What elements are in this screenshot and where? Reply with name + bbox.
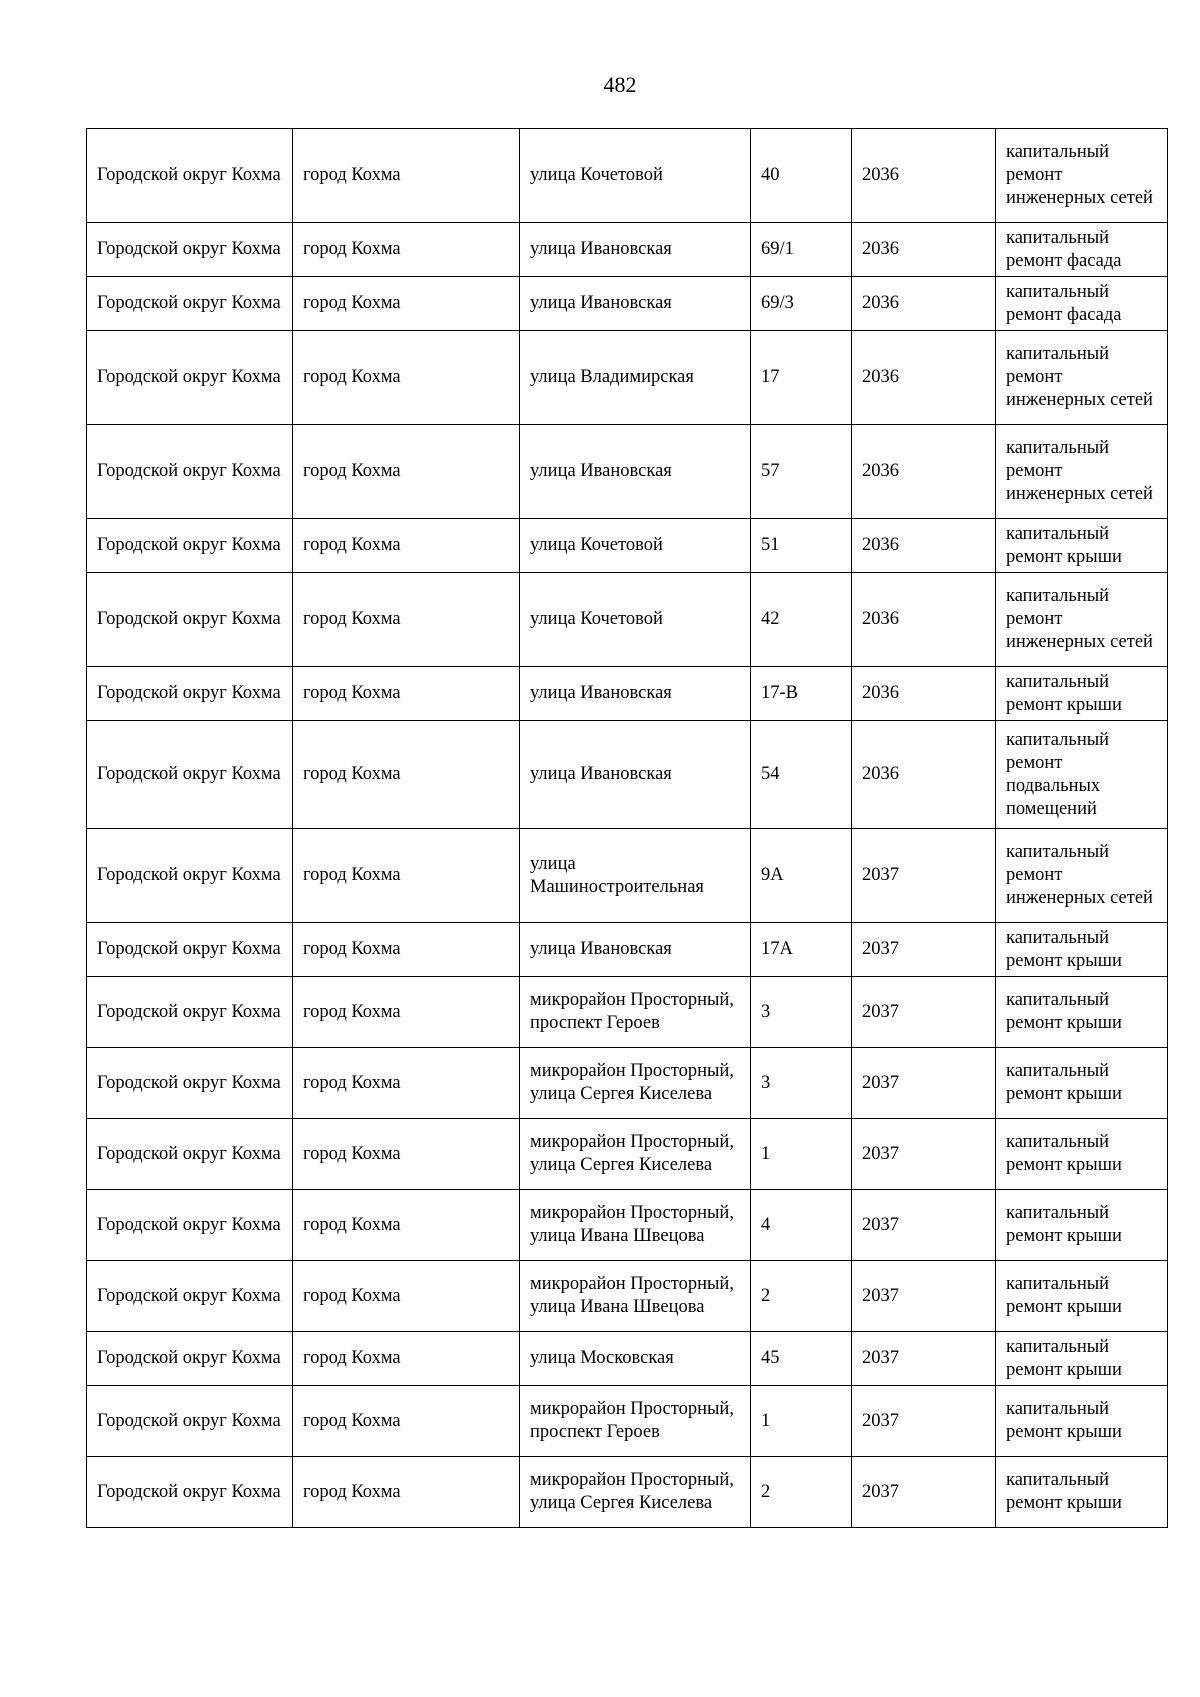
house-number-cell: 2 bbox=[751, 1261, 852, 1332]
table-row bbox=[87, 129, 1168, 223]
house-number-cell: 3 bbox=[751, 1048, 852, 1119]
district-cell: Городской округ Кохма bbox=[87, 1457, 293, 1528]
city-cell: город Кохма bbox=[293, 425, 520, 519]
street-cell: улица Владимирская bbox=[520, 331, 751, 425]
city-cell: город Кохма bbox=[293, 1048, 520, 1119]
table-row bbox=[87, 1190, 1168, 1261]
work-type-cell: капитальный ремонт крыши bbox=[996, 667, 1168, 721]
city-cell: город Кохма bbox=[293, 1119, 520, 1190]
table-row bbox=[87, 277, 1168, 331]
work-type-cell: капитальный ремонт инженерных сетей bbox=[996, 425, 1168, 519]
house-number-cell: 69/3 bbox=[751, 277, 852, 331]
year-cell: 2037 bbox=[852, 829, 996, 923]
district-cell: Городской округ Кохма bbox=[87, 129, 293, 223]
city-cell: город Кохма bbox=[293, 1457, 520, 1528]
street-cell: улица Ивановская bbox=[520, 277, 751, 331]
year-cell: 2036 bbox=[852, 277, 996, 331]
city-cell: город Кохма bbox=[293, 1332, 520, 1386]
district-cell: Городской округ Кохма bbox=[87, 1332, 293, 1386]
year-cell: 2036 bbox=[852, 573, 996, 667]
year-cell: 2037 bbox=[852, 923, 996, 977]
year-cell: 2037 bbox=[852, 1190, 996, 1261]
house-number-cell: 9А bbox=[751, 829, 852, 923]
city-cell: город Кохма bbox=[293, 277, 520, 331]
house-number-cell: 69/1 bbox=[751, 223, 852, 277]
house-number-cell: 1 bbox=[751, 1386, 852, 1457]
street-cell: улица Ивановская bbox=[520, 923, 751, 977]
house-number-cell: 54 bbox=[751, 721, 852, 829]
district-cell: Городской округ Кохма bbox=[87, 1119, 293, 1190]
year-cell: 2036 bbox=[852, 331, 996, 425]
house-number-cell: 17 bbox=[751, 331, 852, 425]
district-cell: Городской округ Кохма bbox=[87, 667, 293, 721]
house-number-cell: 57 bbox=[751, 425, 852, 519]
street-cell: микрорайон Просторный, улица Сергея Киселева bbox=[520, 1048, 751, 1119]
city-cell: город Кохма bbox=[293, 223, 520, 277]
city-cell: город Кохма bbox=[293, 667, 520, 721]
district-cell: Городской округ Кохма bbox=[87, 331, 293, 425]
table-row bbox=[87, 425, 1168, 519]
street-cell: улица Ивановская bbox=[520, 721, 751, 829]
city-cell: город Кохма bbox=[293, 519, 520, 573]
district-cell: Городской округ Кохма bbox=[87, 519, 293, 573]
table-row bbox=[87, 1261, 1168, 1332]
house-number-cell: 2 bbox=[751, 1457, 852, 1528]
year-cell: 2036 bbox=[852, 425, 996, 519]
year-cell: 2036 bbox=[852, 721, 996, 829]
table-row bbox=[87, 331, 1168, 425]
district-cell: Городской округ Кохма bbox=[87, 223, 293, 277]
house-number-cell: 42 bbox=[751, 573, 852, 667]
work-type-cell: капитальный ремонт крыши bbox=[996, 1119, 1168, 1190]
table-row bbox=[87, 1332, 1168, 1386]
page-number: 482 bbox=[603, 72, 637, 97]
street-cell: улица Ивановская bbox=[520, 425, 751, 519]
house-number-cell: 45 bbox=[751, 1332, 852, 1386]
street-cell: улица Ивановская bbox=[520, 223, 751, 277]
district-cell: Городской округ Кохма bbox=[87, 425, 293, 519]
street-cell: улица Кочетовой bbox=[520, 573, 751, 667]
district-cell: Городской округ Кохма bbox=[87, 721, 293, 829]
work-type-cell: капитальный ремонт крыши bbox=[996, 1386, 1168, 1457]
table-row bbox=[87, 573, 1168, 667]
table-row bbox=[87, 667, 1168, 721]
year-cell: 2036 bbox=[852, 519, 996, 573]
city-cell: город Кохма bbox=[293, 977, 520, 1048]
table-row bbox=[87, 223, 1168, 277]
house-number-cell: 3 bbox=[751, 977, 852, 1048]
table-row bbox=[87, 1386, 1168, 1457]
work-type-cell: капитальный ремонт инженерных сетей bbox=[996, 129, 1168, 223]
city-cell: город Кохма bbox=[293, 573, 520, 667]
year-cell: 2037 bbox=[852, 1119, 996, 1190]
work-type-cell: капитальный ремонт крыши bbox=[996, 519, 1168, 573]
street-cell: улица Московская bbox=[520, 1332, 751, 1386]
table-body bbox=[87, 129, 1168, 1528]
district-cell: Городской округ Кохма bbox=[87, 923, 293, 977]
house-number-cell: 51 bbox=[751, 519, 852, 573]
year-cell: 2037 bbox=[852, 1048, 996, 1119]
work-type-cell: капитальный ремонт крыши bbox=[996, 1261, 1168, 1332]
street-cell: микрорайон Просторный, проспект Героев bbox=[520, 1386, 751, 1457]
table-row bbox=[87, 923, 1168, 977]
work-type-cell: капитальный ремонт крыши bbox=[996, 977, 1168, 1048]
table-row bbox=[87, 977, 1168, 1048]
housing-repair-table bbox=[86, 128, 1168, 1528]
year-cell: 2037 bbox=[852, 1332, 996, 1386]
street-cell: микрорайон Просторный, улица Ивана Швецова bbox=[520, 1261, 751, 1332]
work-type-cell: капитальный ремонт крыши bbox=[996, 1048, 1168, 1119]
house-number-cell: 1 bbox=[751, 1119, 852, 1190]
table-row bbox=[87, 1119, 1168, 1190]
work-type-cell: капитальный ремонт инженерных сетей bbox=[996, 331, 1168, 425]
house-number-cell: 4 bbox=[751, 1190, 852, 1261]
table-row bbox=[87, 829, 1168, 923]
work-type-cell: капитальный ремонт крыши bbox=[996, 1457, 1168, 1528]
district-cell: Городской округ Кохма bbox=[87, 1386, 293, 1457]
city-cell: город Кохма bbox=[293, 1190, 520, 1261]
district-cell: Городской округ Кохма bbox=[87, 277, 293, 331]
street-cell: микрорайон Просторный, проспект Героев bbox=[520, 977, 751, 1048]
city-cell: город Кохма bbox=[293, 923, 520, 977]
table-row bbox=[87, 519, 1168, 573]
year-cell: 2037 bbox=[852, 1386, 996, 1457]
year-cell: 2037 bbox=[852, 1261, 996, 1332]
district-cell: Городской округ Кохма bbox=[87, 1048, 293, 1119]
work-type-cell: капитальный ремонт инженерных сетей bbox=[996, 829, 1168, 923]
year-cell: 2037 bbox=[852, 1457, 996, 1528]
city-cell: город Кохма bbox=[293, 829, 520, 923]
year-cell: 2037 bbox=[852, 977, 996, 1048]
work-type-cell: капитальный ремонт фасада bbox=[996, 223, 1168, 277]
street-cell: микрорайон Просторный, улица Сергея Киселева bbox=[520, 1119, 751, 1190]
house-number-cell: 40 bbox=[751, 129, 852, 223]
year-cell: 2036 bbox=[852, 667, 996, 721]
work-type-cell: капитальный ремонт крыши bbox=[996, 1190, 1168, 1261]
district-cell: Городской округ Кохма bbox=[87, 573, 293, 667]
table-row bbox=[87, 1457, 1168, 1528]
work-type-cell: капитальный ремонт крыши bbox=[996, 1332, 1168, 1386]
street-cell: улица Ивановская bbox=[520, 667, 751, 721]
table-row bbox=[87, 721, 1168, 829]
city-cell: город Кохма bbox=[293, 721, 520, 829]
district-cell: Городской округ Кохма bbox=[87, 1261, 293, 1332]
work-type-cell: капитальный ремонт крыши bbox=[996, 923, 1168, 977]
city-cell: город Кохма bbox=[293, 129, 520, 223]
work-type-cell: капитальный ремонт инженерных сетей bbox=[996, 573, 1168, 667]
table-row bbox=[87, 1048, 1168, 1119]
district-cell: Городской округ Кохма bbox=[87, 977, 293, 1048]
city-cell: город Кохма bbox=[293, 331, 520, 425]
house-number-cell: 17А bbox=[751, 923, 852, 977]
street-cell: улица Кочетовой bbox=[520, 129, 751, 223]
street-cell: улица Машиностроительная bbox=[520, 829, 751, 923]
house-number-cell: 17-В bbox=[751, 667, 852, 721]
city-cell: город Кохма bbox=[293, 1261, 520, 1332]
street-cell: микрорайон Просторный, улица Сергея Киселева bbox=[520, 1457, 751, 1528]
work-type-cell: капитальный ремонт фасада bbox=[996, 277, 1168, 331]
work-type-cell: капитальный ремонт подвальных помещений bbox=[996, 721, 1168, 829]
street-cell: микрорайон Просторный, улица Ивана Швецова bbox=[520, 1190, 751, 1261]
city-cell: город Кохма bbox=[293, 1386, 520, 1457]
district-cell: Городской округ Кохма bbox=[87, 1190, 293, 1261]
year-cell: 2036 bbox=[852, 223, 996, 277]
district-cell: Городской округ Кохма bbox=[87, 829, 293, 923]
street-cell: улица Кочетовой bbox=[520, 519, 751, 573]
year-cell: 2036 bbox=[852, 129, 996, 223]
